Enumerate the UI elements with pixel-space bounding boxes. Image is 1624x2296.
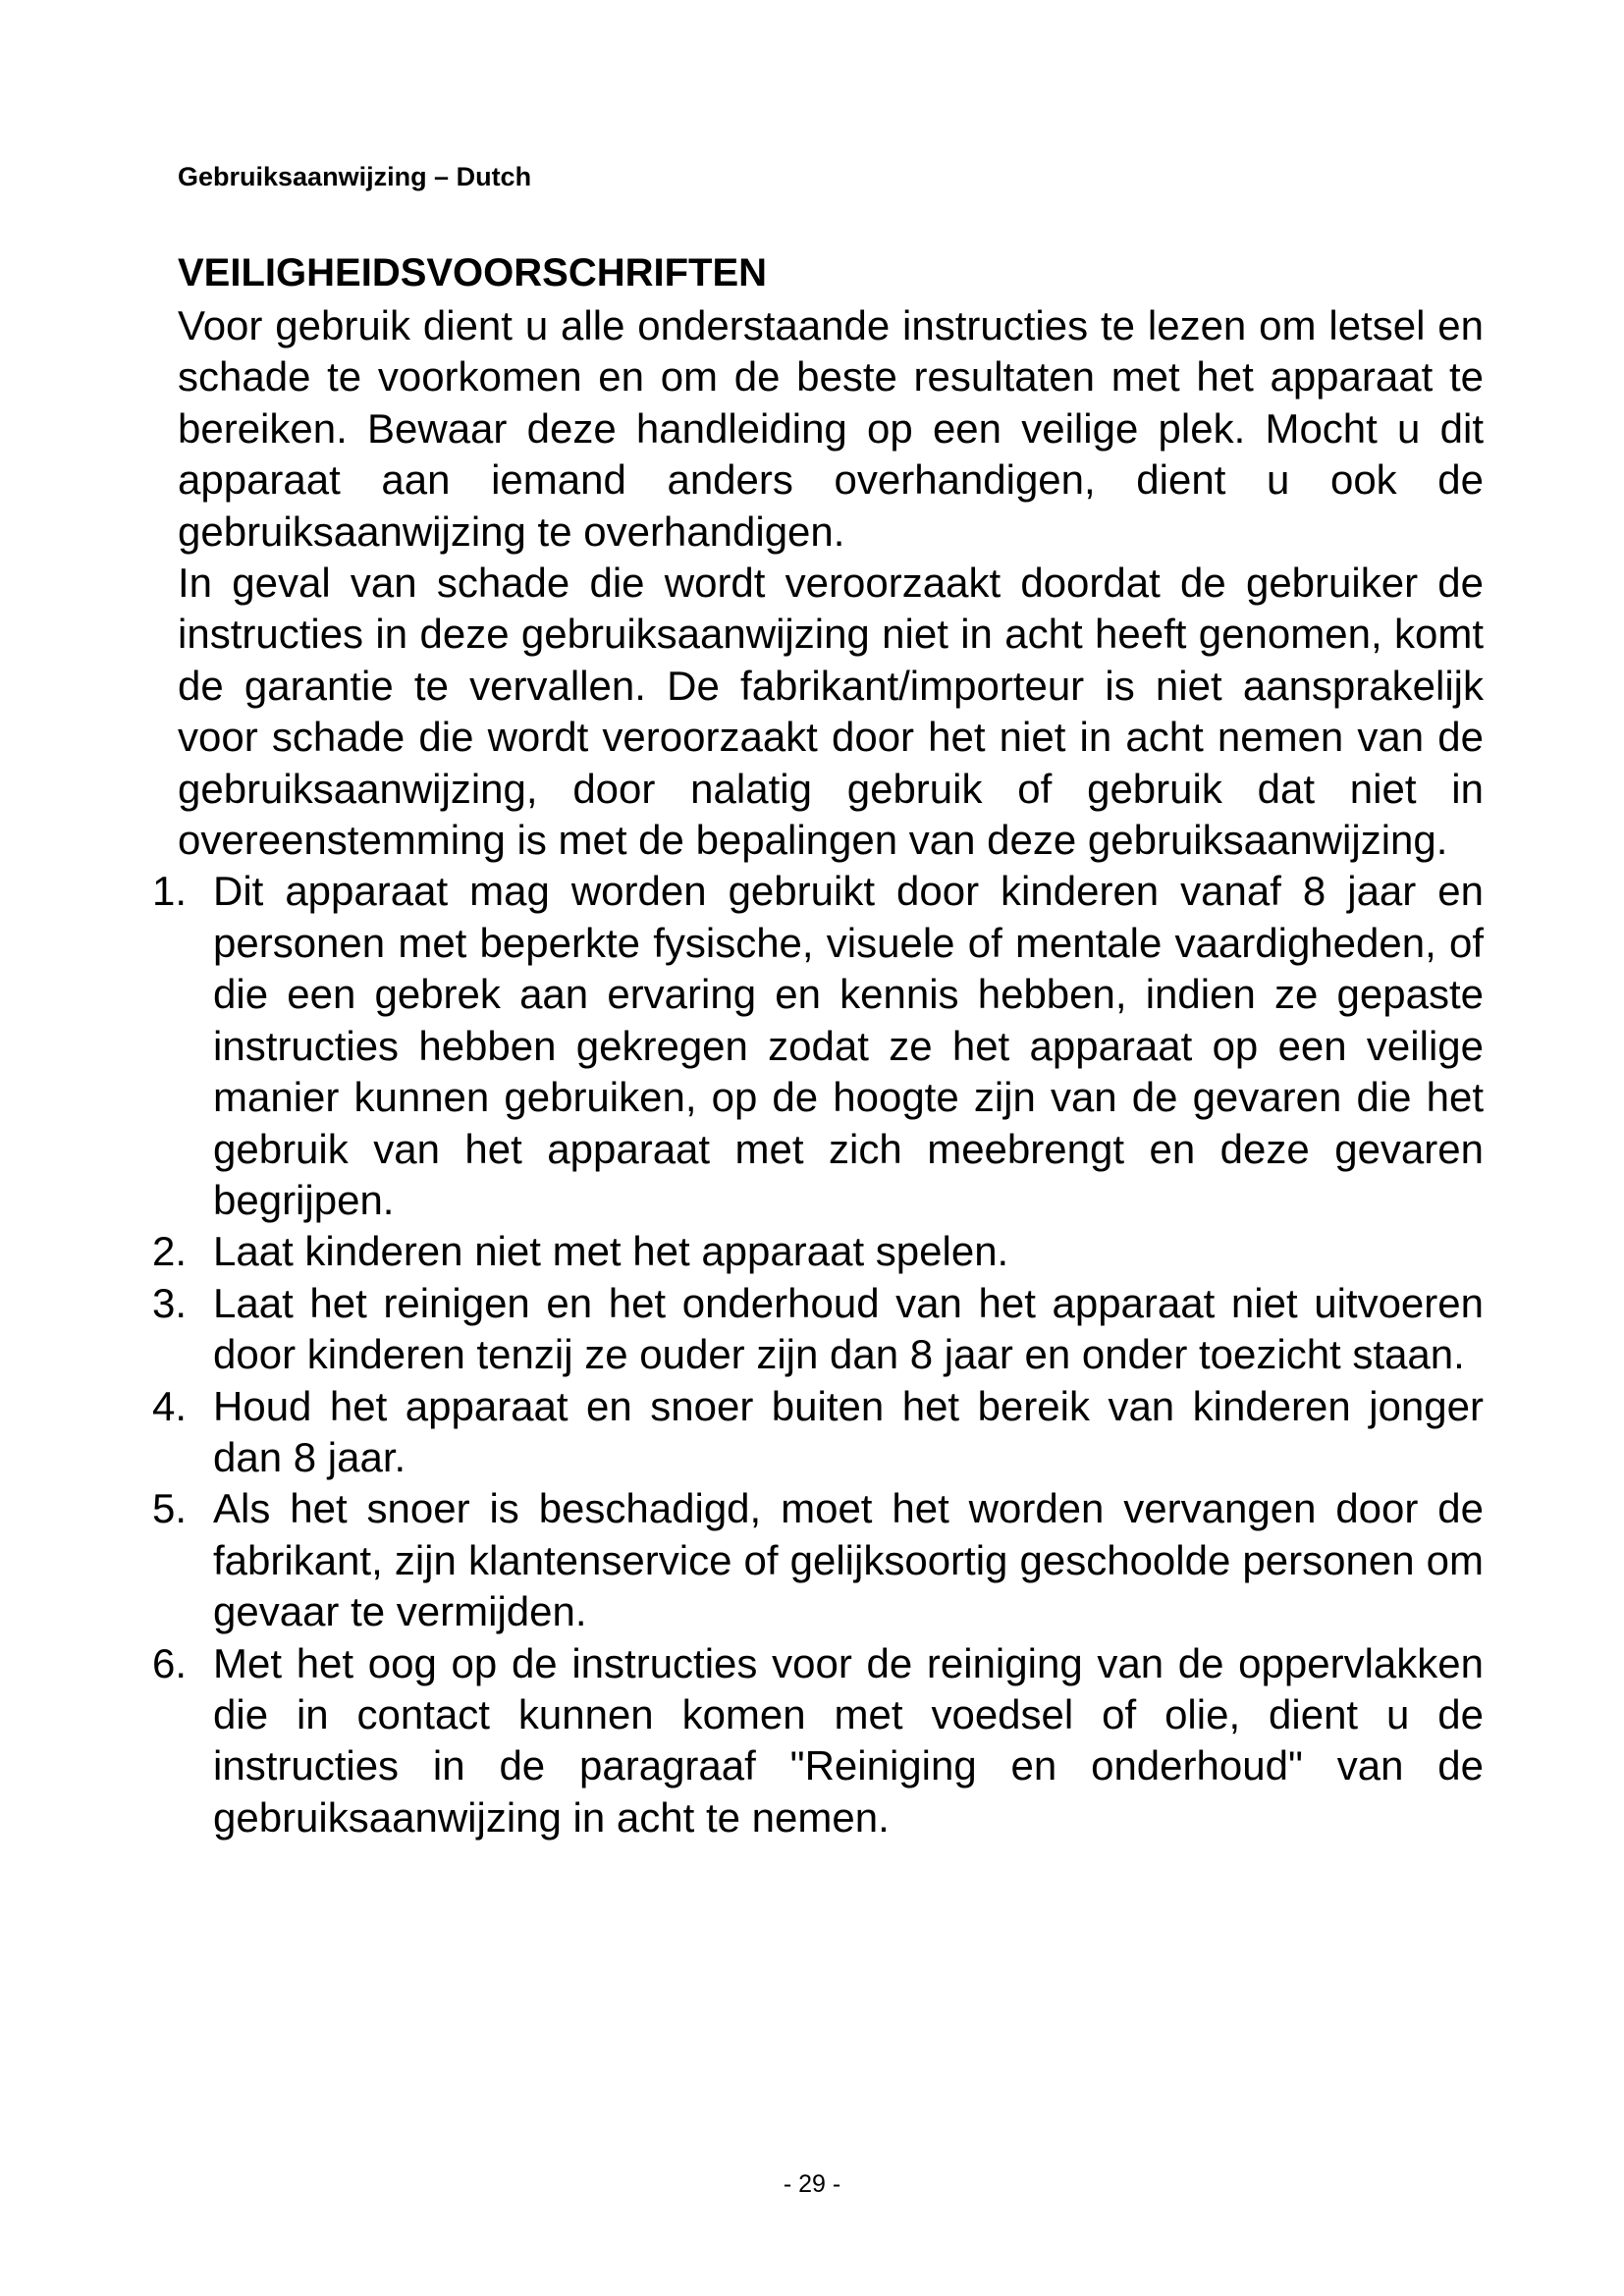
list-item-text: Houd het apparaat en snoer buiten het bereik van kinderen jonger dan 8 jaar. bbox=[213, 1382, 1484, 1480]
list-item bbox=[152, 1381, 1484, 1484]
list-item bbox=[152, 1278, 1484, 1381]
list-item-text: Dit apparaat mag worden gebruikt door kinderen vanaf 8 jaar en personen met beperkte fysische, visuele of mentale vaardigheden, of die een gebrek aan ervaring en kennis hebben, indien ze gepaste instructies hebben gekregen zodat ze het apparaat op een veilige manier kunnen gebruiken, op de hoogte zijn van de gevaren die het gebruik van het apparaat met zich meebrengt en deze gevaren begrijpen. bbox=[213, 868, 1484, 1223]
page-number: - 29 - bbox=[783, 2170, 841, 2198]
section-title: VEILIGHEIDSVOORSCHRIFTEN bbox=[178, 251, 768, 294]
list-item-number: 6. bbox=[152, 1639, 188, 1686]
list-item bbox=[152, 1638, 1484, 1844]
warranty-paragraph: In geval van schade die wordt veroorzaakt doordat de gebruiker de instructies in deze gebruiksaanwijzing niet in acht heeft genomen, komt de garantie te vervallen. De fabrikant/importeur is niet aansprakelijk voor schade die wordt veroorzaakt door het niet in acht nemen van de gebruiksaanwijzing, door nalatig gebruik of gebruik dat niet in overeenstemming is met de bepalingen van deze gebruiksaanwijzing. bbox=[178, 560, 1484, 864]
list-item-number: 3. bbox=[152, 1279, 188, 1326]
list-item bbox=[152, 866, 1484, 1226]
list-item-number: 5. bbox=[152, 1485, 188, 1532]
running-header: Gebruiksaanwijzing – Dutch bbox=[178, 162, 532, 191]
list-item bbox=[152, 1226, 1484, 1277]
list-item-number: 2. bbox=[152, 1228, 188, 1275]
list-item-text: Laat kinderen niet met het apparaat spelen. bbox=[213, 1228, 1009, 1275]
safety-section bbox=[152, 245, 1484, 1843]
safety-instructions-list bbox=[152, 866, 1484, 1843]
intro-paragraph: Voor gebruik dient u alle onderstaande instructies te lezen om letsel en schade te voorkomen en om de beste resultaten met het apparaat te bereiken. Bewaar deze handleiding op een veilige plek. Mocht u dit apparaat aan iemand anders overhandigen, dient u ook de gebruiksaanwijzing te overhandigen. bbox=[178, 302, 1484, 555]
list-item-number: 4. bbox=[152, 1382, 188, 1429]
list-item-number: 1. bbox=[152, 868, 188, 915]
list-item bbox=[152, 1483, 1484, 1637]
list-item-text: Laat het reinigen en het onderhoud van het apparaat niet uitvoeren door kinderen tenzij ze ouder zijn dan 8 jaar en onder toezicht staan. bbox=[213, 1279, 1484, 1378]
list-item-text: Als het snoer is beschadigd, moet het worden vervangen door de fabrikant, zijn klantenservice of gelijksoortig geschoolde personen om gevaar te vermijden. bbox=[213, 1485, 1484, 1635]
list-item-text: Met het oog op de instructies voor de reiniging van de oppervlakken die in contact kunnen komen met voedsel of olie, dient u de instructies in de paragraaf "Reiniging en onderhoud" van de gebruiksaanwijzing in acht te nemen. bbox=[213, 1639, 1484, 1841]
